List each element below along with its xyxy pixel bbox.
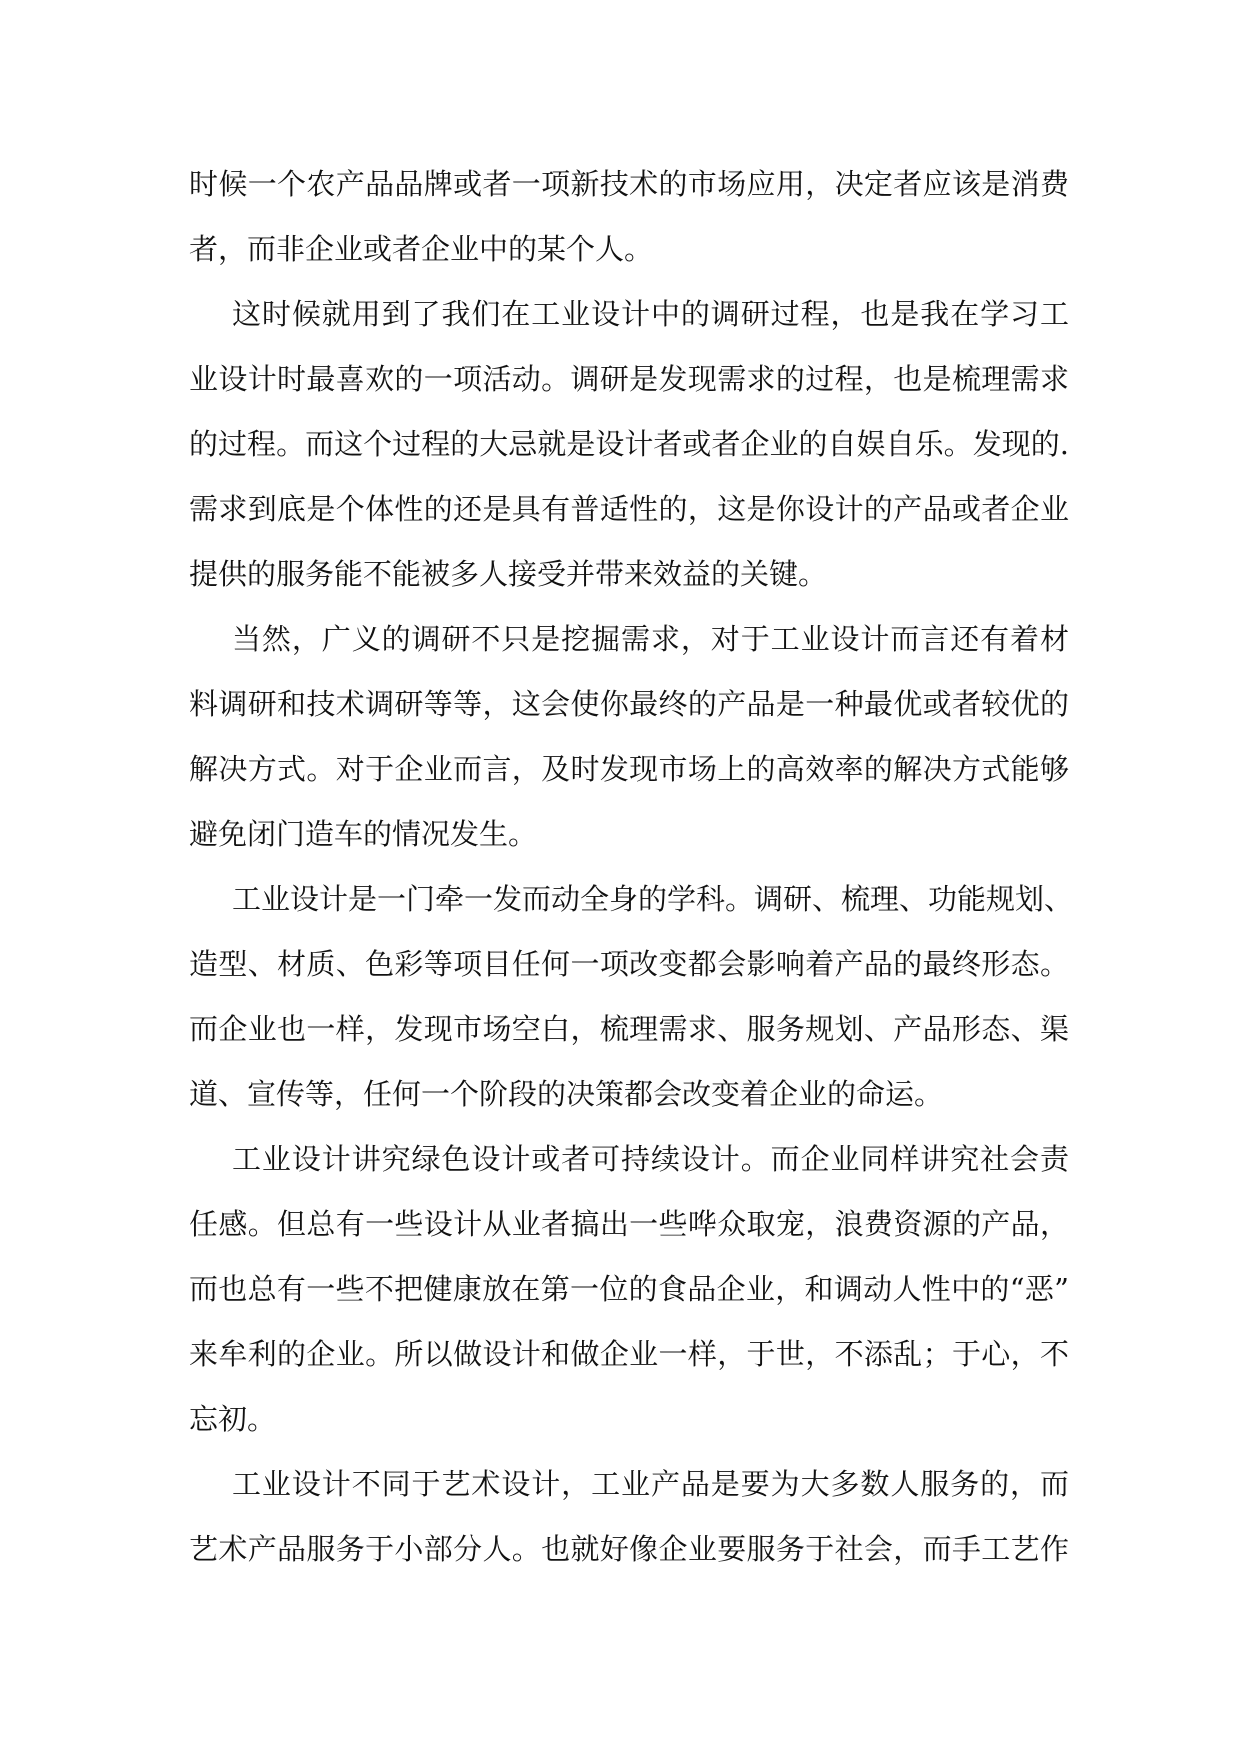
text-line: 这时候就用到了我们在工业设计中的调研过程，也是我在学习工 [232, 297, 1069, 331]
text-line: 工业设计讲究绿色设计或者可持续设计。而企业同样讲究社会责 [232, 1142, 1069, 1176]
text-line: 料调研和技术调研等等，这会使你最终的产品是一种最优或者较优的 [189, 687, 1069, 721]
text-line: 而也总有一些不把健康放在第一位的食品企业，和调动人性中的“恶” [189, 1272, 1069, 1306]
text-line: 工业设计不同于艺术设计，工业产品是要为大多数人服务的，而 [232, 1467, 1069, 1501]
text-line: 需求到底是个体性的还是具有普适性的，这是你设计的产品或者企业 [189, 492, 1069, 526]
text-line: 道、宣传等，任何一个阶段的决策都会改变着企业的命运。 [189, 1077, 944, 1111]
text-line: 业设计时最喜欢的一项活动。调研是发现需求的过程，也是梳理需求 [189, 362, 1069, 396]
paragraph [189, 152, 1069, 282]
text-line: 的过程。而这个过程的大忌就是设计者或者企业的自娱自乐。发现的. [189, 427, 1069, 461]
text-line: 当然，广义的调研不只是挖掘需求，对于工业设计而言还有着材 [232, 622, 1069, 656]
text-line: 而企业也一样，发现市场空白，梳理需求、服务规划、产品形态、渠 [189, 1012, 1069, 1046]
body-text [189, 152, 1074, 1582]
text-line: 提供的服务能不能被多人接受并带来效益的关键。 [189, 557, 828, 591]
paragraph [189, 282, 1069, 607]
text-line: 任感。但总有一些设计从业者搞出一些哗众取宠，浪费资源的产品， [189, 1207, 1069, 1241]
paragraph [189, 1127, 1069, 1452]
text-line: 忘初。 [189, 1402, 277, 1436]
text-line: 艺术产品服务于小部分人。也就好像企业要服务于社会，而手工艺作 [189, 1532, 1069, 1566]
paragraph [189, 1452, 1069, 1582]
text-line: 时候一个农产品品牌或者一项新技术的市场应用，决定者应该是消费 [189, 167, 1069, 201]
paragraph [189, 867, 1074, 1127]
text-line: 来牟利的企业。所以做设计和做企业一样，于世，不添乱；于心，不 [189, 1337, 1069, 1371]
text-line: 工业设计是一门牵一发而动全身的学科。调研、梳理、功能规划、 [232, 882, 1074, 916]
text-line: 造型、材质、色彩等项目任何一项改变都会影响着产品的最终形态。 [189, 947, 1069, 981]
paragraph [189, 607, 1069, 867]
text-line: 解决方式。对于企业而言，及时发现市场上的高效率的解决方式能够 [189, 752, 1069, 786]
text-line: 者，而非企业或者企业中的某个人。 [189, 232, 654, 266]
text-line: 避免闭门造车的情况发生。 [189, 817, 538, 851]
